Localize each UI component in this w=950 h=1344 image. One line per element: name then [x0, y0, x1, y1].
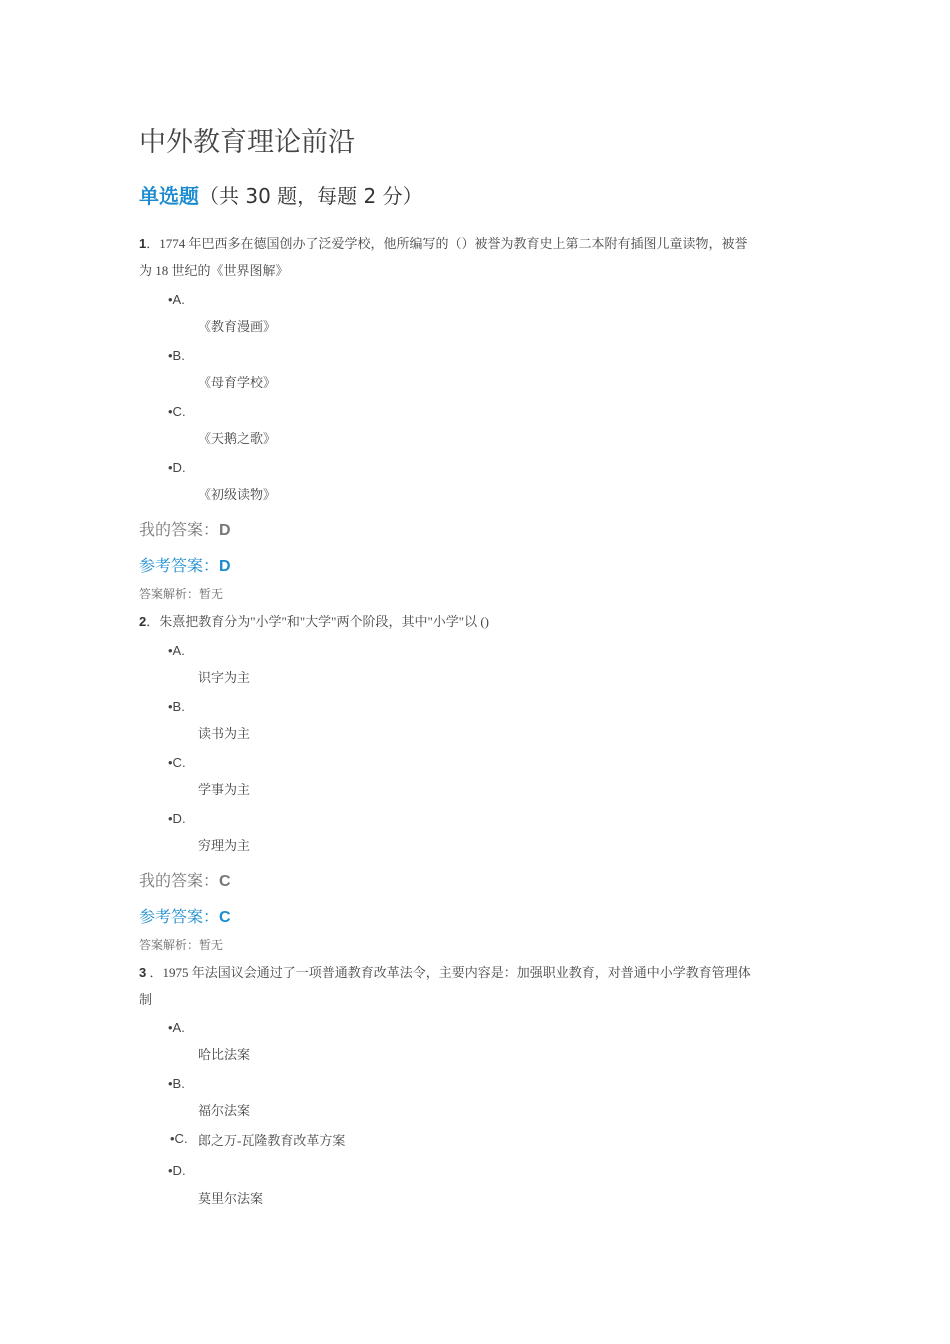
option-b-text[interactable]: 读书为主: [198, 726, 251, 741]
question-2-text: [139, 611, 489, 630]
option-b-text[interactable]: 《母育学校》: [198, 375, 277, 390]
option-b-marker[interactable]: •B.: [168, 699, 185, 714]
my-answer-label: 我的答案：: [139, 522, 220, 539]
option-c-text[interactable]: 郎之万-瓦隆教育改革方案: [198, 1133, 346, 1148]
reference-answer: [139, 904, 231, 927]
section-type: 单选题: [139, 184, 199, 208]
my-answer: [139, 517, 231, 540]
my-answer-value: D: [219, 522, 231, 539]
option-d-text[interactable]: 《初级读物》: [198, 487, 277, 502]
my-answer-label: 我的答案：: [139, 873, 220, 890]
option-b-marker[interactable]: •B.: [168, 1076, 185, 1091]
answer-analysis: 答案解析：暂无: [139, 587, 224, 601]
question-text-line: ．朱熹把教育分为"小学"和"大学"两个阶段，其中"小学"以 (): [146, 614, 489, 629]
question-1-text-line2: 为 18 世纪的《世界图解》: [139, 263, 289, 278]
option-d-marker[interactable]: •D.: [168, 811, 186, 826]
option-a-marker[interactable]: •A.: [168, 292, 185, 307]
question-3-text: [139, 962, 751, 981]
option-b-text[interactable]: 福尔法案: [198, 1103, 251, 1118]
option-d-marker[interactable]: •D.: [168, 1163, 186, 1178]
option-a-text[interactable]: 识字为主: [198, 670, 251, 685]
question-number: 1: [139, 236, 147, 251]
section-info: （共 30 题，每题 2 分）: [199, 184, 423, 208]
my-answer-value: C: [219, 873, 231, 890]
question-text-line: ．1774 年巴西多在德国创办了泛爱学校，他所编写的（）被誉为教育史上第二本附有插图儿童读物，被誉: [146, 236, 748, 251]
option-c-text[interactable]: 《天鹅之歌》: [198, 431, 277, 446]
question-1-text: [139, 233, 748, 252]
section-header: [139, 180, 423, 209]
option-a-marker[interactable]: •A.: [168, 1020, 185, 1035]
answer-analysis: 答案解析：暂无: [139, 938, 224, 952]
question-number: 3: [139, 965, 147, 980]
my-answer: [139, 868, 231, 891]
option-d-text[interactable]: 穷理为主: [198, 838, 251, 853]
page-title: 中外教育理论前沿: [139, 127, 355, 158]
option-a-text[interactable]: 《教育漫画》: [198, 319, 277, 334]
question-3-text-line2: 制: [139, 992, 153, 1007]
option-a-marker[interactable]: •A.: [168, 643, 185, 658]
reference-answer-value: C: [219, 909, 231, 926]
question-number: 2: [139, 614, 147, 629]
question-text-line: ．1975 年法国议会通过了一项普通教育改革法令，主要内容是：加强职业教育，对普通中小学教育管理体: [146, 965, 751, 980]
option-c-marker[interactable]: •C.: [168, 755, 186, 770]
option-c-marker[interactable]: •C.: [170, 1131, 188, 1146]
option-d-text[interactable]: 莫里尔法案: [198, 1191, 264, 1206]
option-c-marker[interactable]: •C.: [168, 404, 186, 419]
reference-answer-label: 参考答案：: [139, 909, 220, 926]
reference-answer-label: 参考答案：: [139, 558, 220, 575]
option-c-text[interactable]: 学事为主: [198, 782, 251, 797]
option-b-marker[interactable]: •B.: [168, 348, 185, 363]
option-a-text[interactable]: 哈比法案: [198, 1047, 251, 1062]
reference-answer: [139, 553, 231, 576]
option-d-marker[interactable]: •D.: [168, 460, 186, 475]
reference-answer-value: D: [219, 558, 231, 575]
